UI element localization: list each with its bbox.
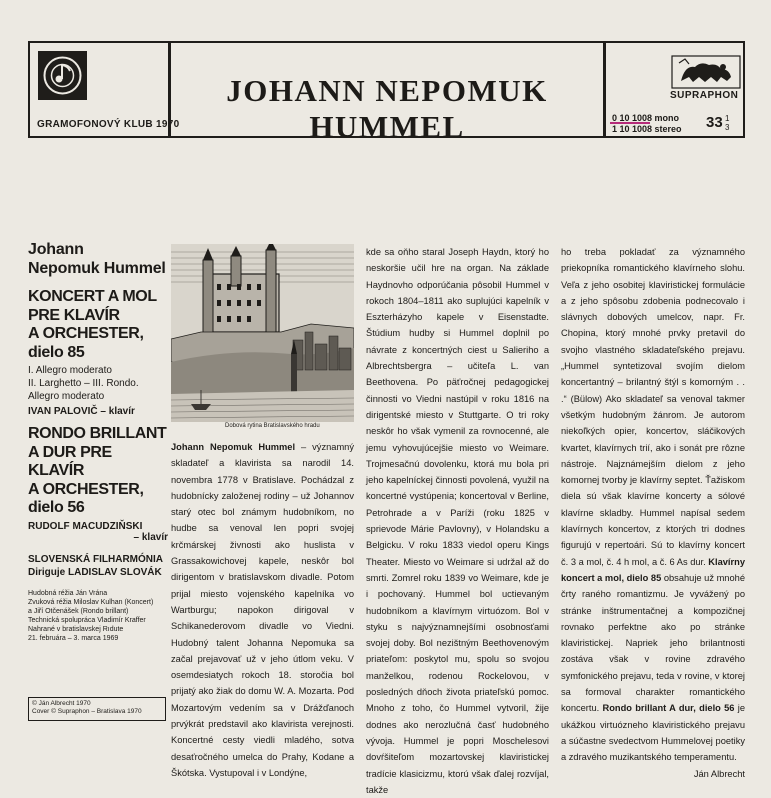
production-credits (28, 589, 168, 643)
catalog-stereo: 1 10 1008 stereo (612, 124, 682, 134)
speed-fraction-bottom: 3 (725, 123, 730, 132)
supraphon-lion-logo (671, 55, 741, 89)
text-column-1 (171, 439, 354, 781)
work2-line: RONDO BRILLANT (28, 425, 167, 442)
credit-line: 21. februára – 3. marca 1969 (28, 634, 119, 642)
author-signature: Ján Albrecht (693, 768, 745, 779)
col3-text-a: ho treba pokladať za významného priekopníka romantického klavírneho slohu. Veľa z jeho osobitej klaviristickej formulácie a z jeho spôsobu zdobenia podnecovalo i slávnych dobových umelcov, napr. Fr. Chopina, ktorý mnohé prvky pretavil do svojho vlastného skladateľského prejavu. „Hummel syntetizoval svojím dielom koncertantný – brilantný štýl s komorným . . .“ (Bülow) Ako skladateľ sa venoval takmer všetkým hudobným žánrom. Je autorom niekoľkých opier, koncertov, sláčikových kvartet, klavírnych trií, ako i sonát pre rôzne nástroje. Najznámejším dielom z jeho komornej tvorby je klavírny septet. Ťažiskom diela sú však klavírne koncerty a sólové klavírne skladby. Hummel napísal sedem klavírnych koncertov, z ktorých tri dodnes figurujú v repertoári. Sú to klavírny koncert č. 3 a mol, č. 4 h mol, a č. 6 As dur. (561, 247, 745, 567)
col2-text: kde sa oňho staral Joseph Haydn, ktorý ho neskoršie učil hre na organ. Na základe Haydnovho odporúčania pôsobil Hummel v rokoch 1804–1811 ako suplujúci kapelník v Eszterházyho kapele v Eisenstadte. Štúdium hudby si Hummel doplnil po návrate z koncertných ciest u Salieriho a Albrechtsbergra – učiteľa L. van Beethovena. Po päťročnej pedagogickej činnosti vo Viedni nastúpil v roku 1816 na dirigentské miesto v Stuttgarte. O tri roky neskôr ho však vymenil za rovnocenné, ale jemu vyhovujúcejšie miesto vo Weimare. Trojmesačnú dovolenku, ktorá mu bola pri jeho kapelníckej činnosti povolená, využil na koncertné vystúpenia; koncertoval v Berline, Petrohrade a v Paríži (roku 1825 v sprievode Márie Pavlovny), v Holandsku a Belgicku. V roku 1833 viedol operu Kings Theater. Miesto vo Weimare si udržal až do smrti. Zomrel roku 1839 vo Weimare, kde je i pochovaný. Hummel bol uctievaným hudobníkom a klavírnym virtuózom. Bol v styku s najvýznamnejšími osobnosťami svojej doby. Bol nezištným Beethovenovým priateľom: poskytol mu, spolu so svojou manželkou, rodenou Rockelovou, v posledných dňoch života priateľskú pomoc. Mnoho z toho, čo Hummel vytvoril, žije dodnes ako nerozlučná časť hudobného vývoja. Hummel je popri Moschelesovi dovŕšiteľom mozartovskej klaviristickej tradície klasicizmu, ktorú však ďalej rozvíjal, takže (366, 247, 549, 795)
work1-line: A ORCHESTER, (28, 325, 144, 342)
col3-bold-work2: Rondo brillant A dur, dielo 56 (602, 703, 735, 714)
col3-text-c: obsahuje už mnohé črty raného romantizmu. Je vyvážený po stránke inštrumentačnej a kompozičnej rovnako perfektne ako po stránke klaviristickej. Napriek jeho brilantnosti zostáva však v rovine zdravého symfonického prejavu, teda v rovine, v ktorej sa formoval charakter romantického koncertu. (561, 572, 745, 714)
credit-line: a Jiří Otčenášek (Rondo brillant) (28, 607, 129, 615)
work1-line: PRE KLAVÍR (28, 306, 120, 324)
work1-line: KONCERT A MOL (28, 288, 157, 305)
credit-line: Hudobná réžia Ján Vrána (28, 589, 108, 597)
work1-movements (28, 364, 168, 403)
col3-bold-work1: Klavírny koncert a mol, dielo 85 (561, 556, 745, 583)
ensemble-name: SLOVENSKÁ FILHARMÓNIA (28, 553, 163, 565)
gramofonovy-klub-logo (38, 51, 87, 100)
speed-rpm: 33 (706, 114, 723, 131)
movement: II. Larghetto – III. Rondo. (28, 378, 139, 389)
performer2-role: – klavír (133, 531, 168, 543)
col3-text-d: je ukážkou virtuózneho klaviristického prejavu a súčastne svedectvom Hummelovej poetiky a zdravého muzikantského temperamentu. (561, 703, 745, 763)
performer1: IVAN PALOVIČ – klavír (28, 406, 135, 417)
speed-fraction (725, 114, 729, 132)
speed-fraction-top: 1 (725, 114, 730, 123)
ensemble (28, 553, 168, 579)
text-column-2 (366, 244, 549, 798)
work2-line: A ORCHESTER, (28, 480, 144, 498)
text-column-3 (561, 244, 745, 782)
work2-line: A DUR PRE KLAVÍR (28, 443, 112, 479)
castle-engraving (171, 244, 354, 422)
album-title: JOHANN NEPOMUK HUMMEL (226, 73, 548, 144)
cover-copyright: Cover © Supraphon – Bratislava 1970 (32, 708, 142, 715)
movement: Allegro moderato (28, 391, 105, 402)
program-column (28, 240, 168, 643)
catalog-mono: 0 10 1008 mono (612, 113, 680, 123)
engraving-caption: Dobová rytina Bratislavského hradu (225, 423, 320, 429)
credit-line: Nahrané v bratislavskej Rıdute (28, 625, 124, 633)
composer-line-1: Johann (28, 241, 84, 258)
label-name: SUPRAPHON (670, 90, 739, 101)
conductor: Diriguje LADISLAV SLOVÁK (28, 566, 162, 578)
work1-line: dielo 85 (28, 343, 85, 361)
title-box (169, 41, 605, 144)
work2-line: dielo 56 (28, 499, 85, 516)
credit-line: Technická spolupráca Vladimír Kraffer (28, 616, 146, 624)
movement: I. Allegro moderato (28, 365, 112, 376)
club-name: GRAMOFONOVÝ KLUB 1970 (37, 119, 180, 130)
performer2-name: RUDOLF MACUDZIŇSKI (28, 520, 143, 532)
col1-text: Johann Nepomuk Hummel – významný skladateľ a klavirista sa narodil 14. novembra 1778 v Bratislave. Pochádzal z hudobnícky založenej rodiny – už Johannov starý otec bol známym hudobníkom, no hudbe sa venoval len popri svojej krčmárskej živnosti ako huslista v Grassakowichovej kapele, neskôr bol dirigentom v bratislavskom divadle. Potom prijal miesto vojenského kapelníka vo Wartburgu; napokon dirigoval v Schikanederovom divadle vo Viedni. Hudobný talent Johanna Nepomuka sa začal prejavovať už v jeho útlom veku. V osemdesiatych rokoch 18. storočia bol prijatý ako žiak do domu W. A. Mozarta. Pod Mozartovým vedením sa v Drážďanoch prvýkrát predstavil ako klavirista verejnosti. Koncertné cesty viedli mladého, sotva desaťročného umelca do Prahy, Kodane a Škótska. Vystupoval i v Londýne, (171, 442, 355, 778)
work1-title (28, 288, 168, 362)
club-logo-box (28, 41, 180, 138)
credit-line: Zvuková réžia Miloslav Kulhan (Koncert) (28, 598, 154, 606)
col1-lead-bold: Johann Nepomuk Hummel (171, 442, 296, 452)
composer-line-2: Nepomuk Hummel (28, 260, 166, 277)
copyright-box (28, 697, 166, 721)
copyright-text: © Ján Albrecht 1970 (32, 700, 91, 707)
label-box (604, 41, 745, 138)
work2-title (28, 425, 168, 518)
